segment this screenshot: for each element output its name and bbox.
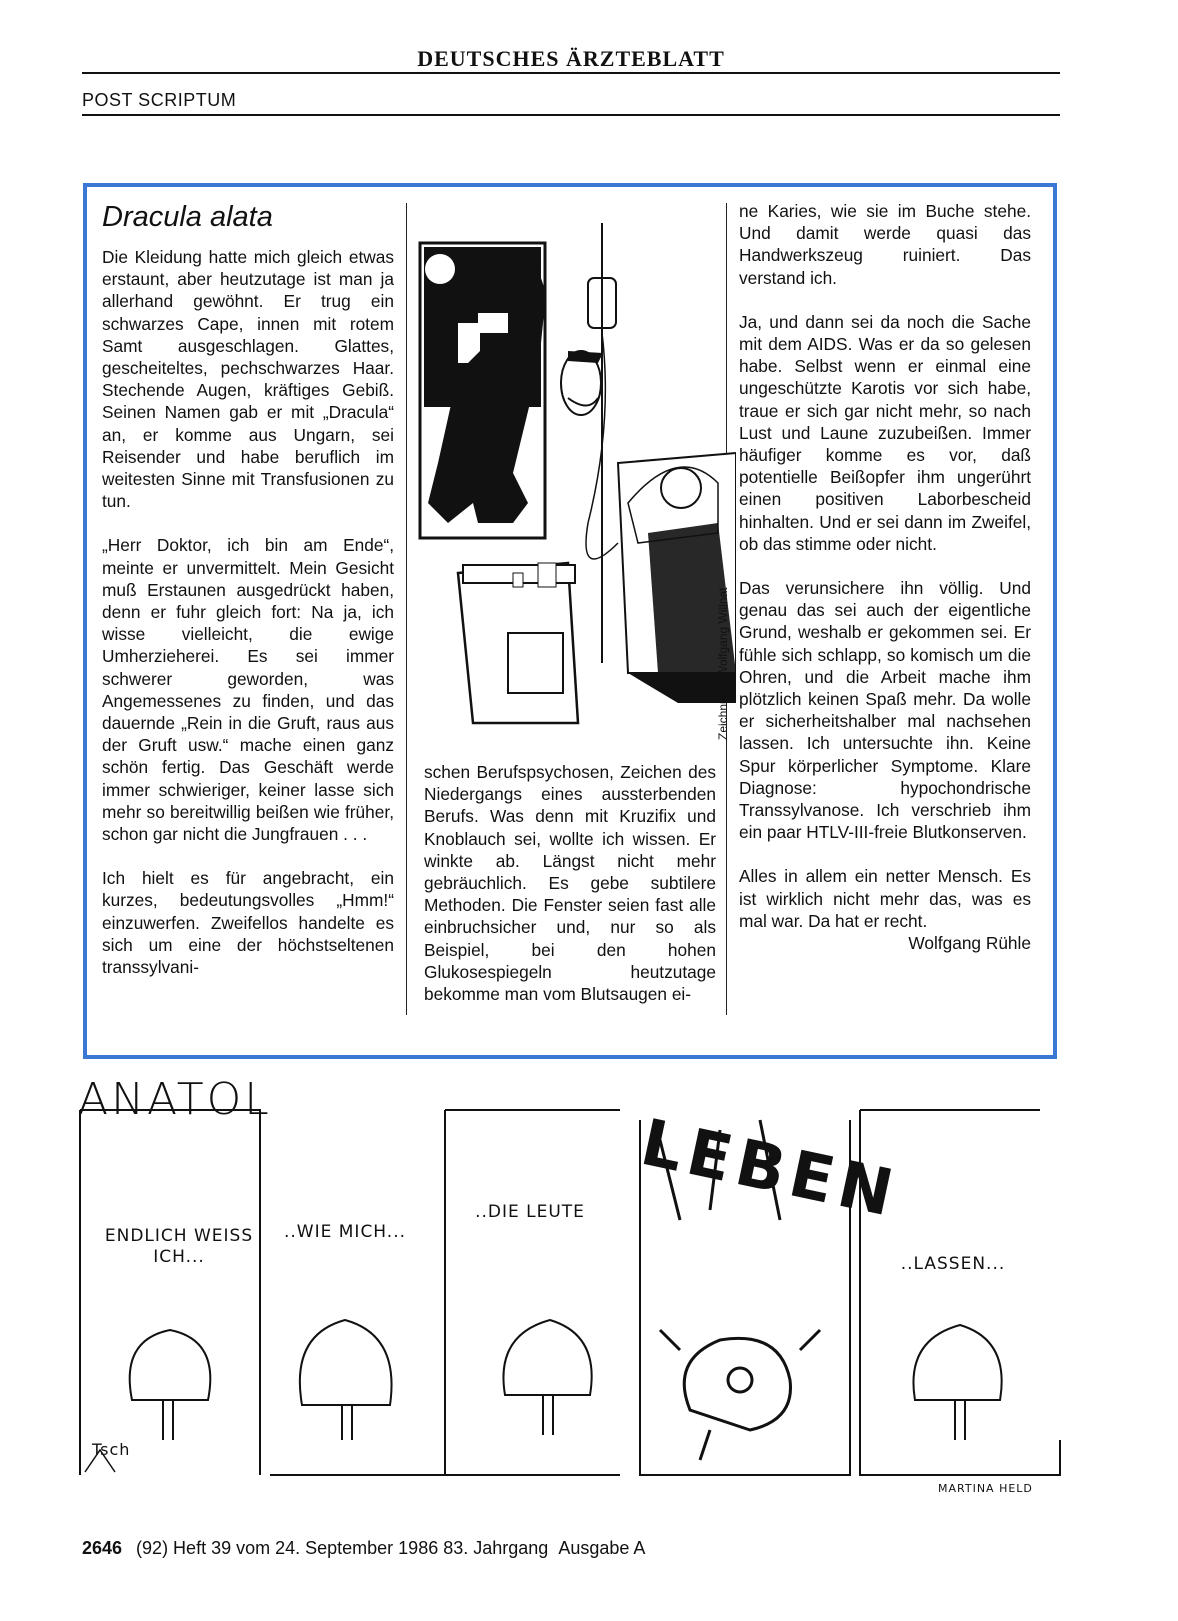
comic-panel-2-text: ..WIE MICH... [283,1222,407,1242]
comic-signature-right: MARTINA HELD [938,1482,1033,1495]
comic-strip [60,1080,1080,1500]
masthead: DEUTSCHES ÄRZTEBLATT [417,46,725,71]
comic-title: ANATOL [78,1074,272,1125]
page-footer [82,1538,645,1559]
article-column-1 [102,200,394,978]
paragraph: Das verunsichere ihn völlig. Und genau das sei auch der eigentliche Grund, weshalb er gekommen sei. Er fühle sich schlapp, so komisch um die Ohren, und die Arbeit mache ihm plötzlich keinen Spaß mehr. Da wolle er sicherheitshalber mal nachsehen lassen. Ich untersuchte ihn. Keine Spur körperlicher Symptome. Klare Diagnose: hypochondrische Transsylvanose. Ich verschrieb ihm ein paar HTLV-III-freie Blutkonserven. [739,578,1031,843]
paragraph: Die Kleidung hatte mich gleich etwas erstaunt, aber heutzutage ist man ja allerhand gewöhnt. Er trug ein schwarzes Cape, innen mit rotem Samt ausgeschlagen. Glattes, gescheiteltes, pechschwarzes Haar. Stechende Augen, kräftiges Gebiß. Seinen Namen gab er mit „Dracula“ an, er komme aus Ungarn, sei Reisender und habe beruflich im weitesten Sinne mit Transfusionen zu tun. [102,247,394,512]
article-title: Dracula alata [102,201,273,233]
paragraph: Ich hielt es für angebracht, ein kurzes, bedeutungsvolles „Hmm!“ einzuwerfen. Zweifellos handelte es sich um eine der höchstseltenen transsylvani- [102,868,394,978]
page-number: 2646 [82,1538,123,1558]
comic-panel-1-text: ENDLICH WEISS ICH... [104,1226,254,1267]
comic-panel-5-text: ..LASSEN... [900,1254,1006,1274]
masthead-rule [82,72,1060,74]
issue-info: (92) Heft 39 vom 24. September 1986 83. Jahrgang [136,1538,549,1558]
section-label: POST SCRIPTUM [82,90,237,110]
illustration-credit: Zeichnung: Wolfgang Willnat [716,587,730,740]
dracula-illustration [418,203,736,758]
article-column-3 [739,200,1031,954]
paragraph: Alles in allem ein netter Mensch. Es ist wirklich nicht mehr das, was es mal war. Da hat er recht. [739,866,1031,931]
paragraph: „Herr Doktor, ich bin am Ende“, meinte er unvermittelt. Mein Gesicht muß Erstaunen ausgedrückt haben, denn er fuhr gleich fort: Na ja, ich wisse vielleicht, die ewige Umherzieherei. Es sei immer schwerer geworden, was Angemessenes zu finden, und das dauernde „Rein in die Gruft, raus aus der Gruft usw.“ mache einen ganz schön fertig. Das Geschäft werde immer schwieriger, keiner lasse sich mehr so bereitwillig beißen wie früher, schon gar nicht die Jungfrauen . . . [102,535,394,845]
article-author: Wolfgang Rühle [908,933,1031,954]
paragraph: schen Berufspsychosen, Zeichen des Niedergangs eines aussterbenden Berufs. Was denn mit Kruzifix und Knoblauch sei, wollte ich wissen. Er winkte ab. Längst nicht mehr gebräuchlich. Es gebe subtilere Methoden. Die Fenster seien fast alle einbruchsicher und, nur so als Beispiel, bei den hohen Glukosespiegeln heutzutage bekomme man vom Blutsaugen ei- [424,762,716,1005]
paragraph: ne Karies, wie sie im Buche stehe. Und damit werde quasi das Handwerkszeug ruiniert. Das verstand ich. [739,201,1031,288]
edition-info: Ausgabe A [558,1538,646,1558]
column-divider [406,203,407,1015]
article-column-2 [424,761,716,1005]
section-rule [82,114,1060,116]
comic-panel-3-text: ..DIE LEUTE [475,1202,585,1222]
paragraph: Ja, und dann sei da noch die Sache mit dem AIDS. Was er da so gelesen habe. Selbst wenn er einmal eine ungeschützte Karotis vor sich habe, traue er sich gar nicht mehr, so nach Lust und Laune zuzubeißen. Immer häufiger komme es vor, daß potentielle Beißopfer ihm ungerührt einen positiven Laborbescheid hinhalten. Und er sei dann im Zweifel, ob das stimme oder nicht. [739,311,1031,554]
comic-signature-left: Tsch [92,1440,131,1459]
comic-panel-4-text: LEBEN [634,1105,905,1233]
